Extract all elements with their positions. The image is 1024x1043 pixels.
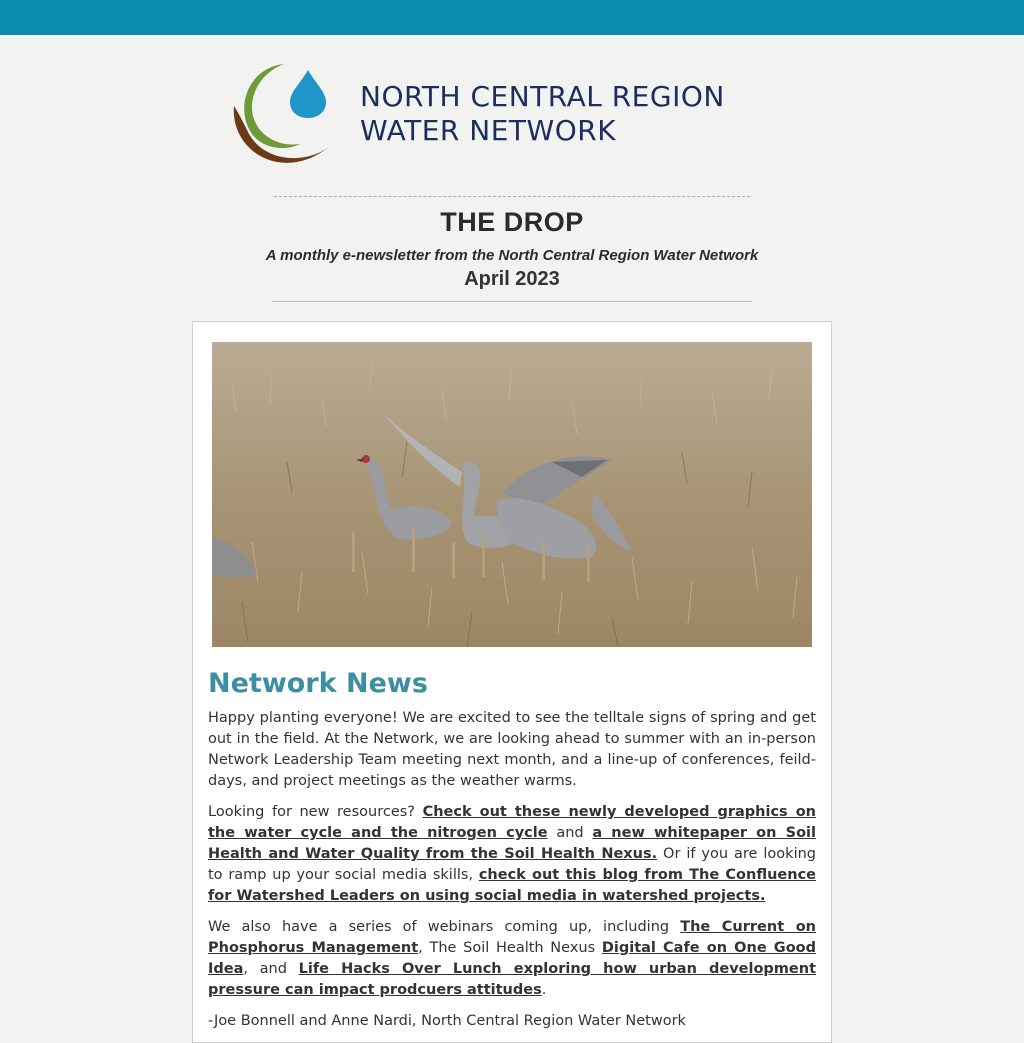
text-span: We also have a series of webinars coming up, including (208, 919, 681, 935)
link-graphics[interactable]: Check out these newly developed graphics on the water cycle and the nitrogen cycle (208, 804, 816, 841)
text-span: Looking for new resources? (208, 804, 423, 820)
cranes-field-photo[interactable] (212, 342, 812, 647)
link-whitepaper[interactable]: a new whitepaper on Soil Health and Water Quality from the Soil Health Nexus. (208, 825, 816, 862)
link-digital-cafe[interactable]: Digital Cafe on One Good Idea (208, 940, 816, 977)
text-span: and (547, 825, 593, 841)
logo-line-2: WATER NETWORK (360, 114, 617, 147)
link-blog[interactable]: check out this blog from The Confluence for Watershed Leaders on using social media in watershed projects. (208, 867, 816, 904)
logo-line-1: NORTH CENTRAL REGION (360, 80, 725, 113)
text-span: , and (243, 961, 299, 977)
dashed-divider (274, 196, 750, 197)
paragraph-resources (208, 802, 816, 907)
article-body (208, 708, 816, 1042)
signature: -Joe Bonnell and Anne Nardi, North Central Region Water Network (208, 1013, 686, 1029)
header-divider (272, 301, 752, 302)
paragraph-webinars (208, 917, 816, 1001)
logo-wordmark (360, 80, 725, 148)
newsletter-tagline: A monthly e-newsletter from the North Central Region Water Network (265, 247, 759, 264)
text-span: . (541, 982, 547, 998)
text-span: , The Soil Health Nexus (418, 940, 602, 956)
text-span: Or if you are looking to ramp up your social media skills, (208, 846, 816, 883)
link-life-hacks[interactable]: Life Hacks Over Lunch exploring how urban development pressure can impact prodcuers attitudes (208, 961, 817, 998)
content-card (192, 321, 832, 1043)
paragraph-intro: Happy planting everyone! We are excited to see the telltale signs of spring and get out in the field. At the Network, we are looking ahead to summer with an in-person Network Leadership Team meeting next month, and a line-up of conferences, feild-days, and project meetings as the weather warms. (208, 710, 816, 789)
newsletter-title: THE DROP (440, 207, 584, 237)
link-phosphorus-webinar[interactable]: The Current on Phosphorus Management (208, 919, 816, 956)
water-drop-logo-icon (228, 60, 340, 175)
network-logo[interactable] (228, 60, 808, 175)
issue-date: April 2023 (464, 268, 560, 290)
top-color-bar (0, 0, 1024, 35)
section-heading-network-news: Network News (208, 668, 428, 699)
